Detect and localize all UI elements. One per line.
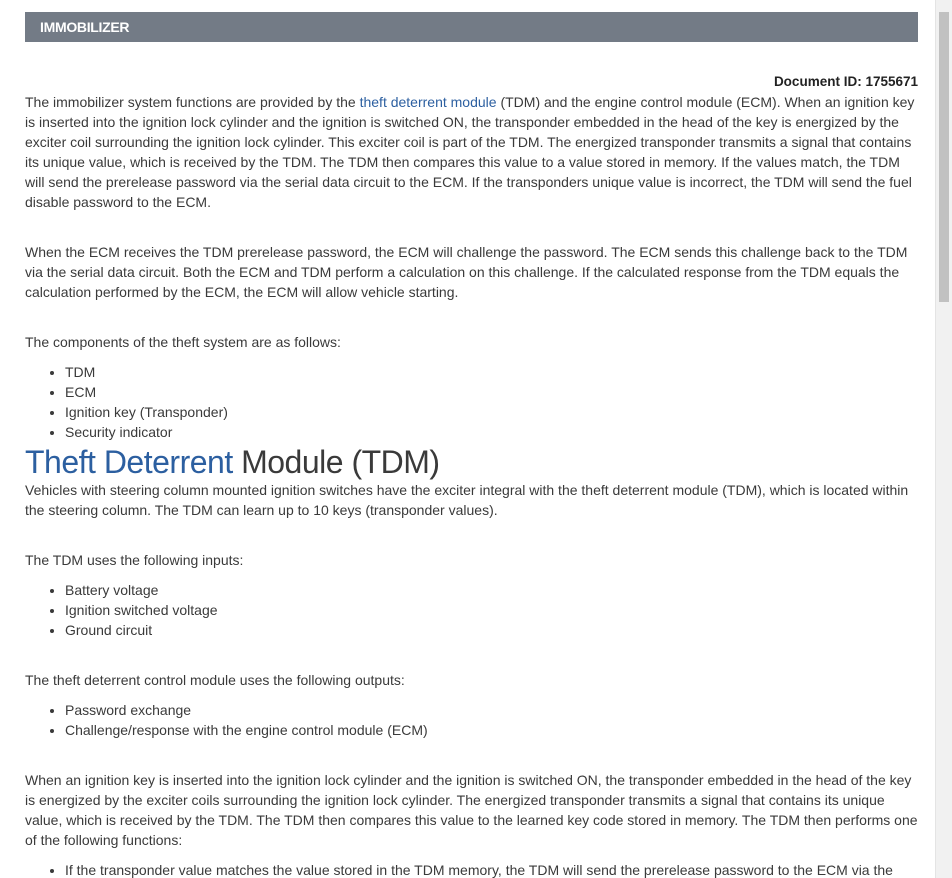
- section-title-rest: Module (TDM): [232, 444, 440, 480]
- section-title-tdm: [25, 444, 921, 480]
- functions-list: [25, 860, 921, 878]
- list-item: • Battery voltage: [65, 580, 921, 600]
- list-item: • TDM: [65, 362, 921, 382]
- theft-deterrent-module-link[interactable]: theft deterrent module: [359, 94, 497, 110]
- intro-paragraph-1: [25, 92, 921, 212]
- outputs-list: [25, 700, 921, 740]
- intro-text-pre: The immobilizer system functions are provided by the: [25, 94, 360, 110]
- inputs-list: [25, 580, 921, 640]
- list-item: • Challenge/response with the engine control module (ECM): [65, 720, 921, 740]
- outputs-intro: The theft deterrent control module uses the following outputs:: [25, 672, 405, 688]
- list-item: • Password exchange: [65, 700, 921, 720]
- list-item: • Ground circuit: [65, 620, 921, 640]
- section-title-blue: Theft Deterrent: [25, 444, 233, 480]
- intro-text-post: (TDM) and the engine control module (ECM). When an ignition key is inserted into the ignition lock cylinder and the ignition is switched ON, the transponder embedded in the head of the key is energized by the exciter coil surrounding the ignition lock cylinder. This exciter coil is part of the TDM. The energized transponder transmits a signal that contains its unique value, which is received by the TDM. The TDM then compares this value to a value stored in memory. If the values match, the TDM will send the prerelease password via the serial data circuit to the ECM. If the transponders unique value is incorrect, the TDM will send the fuel disable password to the ECM.: [25, 94, 915, 210]
- intro-paragraph-2: When the ECM receives the TDM prerelease password, the ECM will challenge the password. The ECM sends this challenge back to the TDM via the serial data circuit. Both the ECM and TDM perform a calculation on this challenge. If the calculated response from the TDM equals the calculation performed by the ECM, the ECM will allow vehicle starting.: [25, 244, 908, 300]
- list-item: • ECM: [65, 382, 921, 402]
- header-title: IMMOBILIZER: [40, 19, 130, 35]
- tdm-final-paragraph: When an ignition key is inserted into the ignition lock cylinder and the ignition is switched ON, the transponder embedded in the head of the key is energized by the exciter coils surrounding the ignition lock cylinder. The energized transponder transmits a signal that contains its unique value, which is received by the TDM. The TDM then compares this value to the learned key code stored in memory. The TDM then performs one of the following functions:: [25, 772, 918, 848]
- inputs-intro: The TDM uses the following inputs:: [25, 552, 244, 568]
- document-id: Document ID: 1755671: [773, 74, 918, 89]
- components-intro: The components of the theft system are as follows:: [25, 334, 341, 350]
- document-content: [25, 92, 921, 878]
- list-item: • Ignition key (Transponder): [65, 402, 921, 422]
- list-item: • Ignition switched voltage: [65, 600, 921, 620]
- vertical-scrollbar[interactable]: [935, 0, 952, 878]
- components-list: [25, 362, 921, 442]
- tdm-paragraph-1: Vehicles with steering column mounted ignition switches have the exciter integral with the theft deterrent module (TDM), which is located within the steering column. The TDM can learn up to 10 keys (transponder values).: [25, 482, 909, 518]
- list-item: • Security indicator: [65, 422, 921, 442]
- scrollbar-thumb[interactable]: [939, 12, 949, 302]
- section-header-bar: [25, 12, 918, 42]
- list-item: • If the transponder value matches the value stored in the TDM memory, the TDM will send the prerelease password to the ECM via the: [65, 860, 921, 878]
